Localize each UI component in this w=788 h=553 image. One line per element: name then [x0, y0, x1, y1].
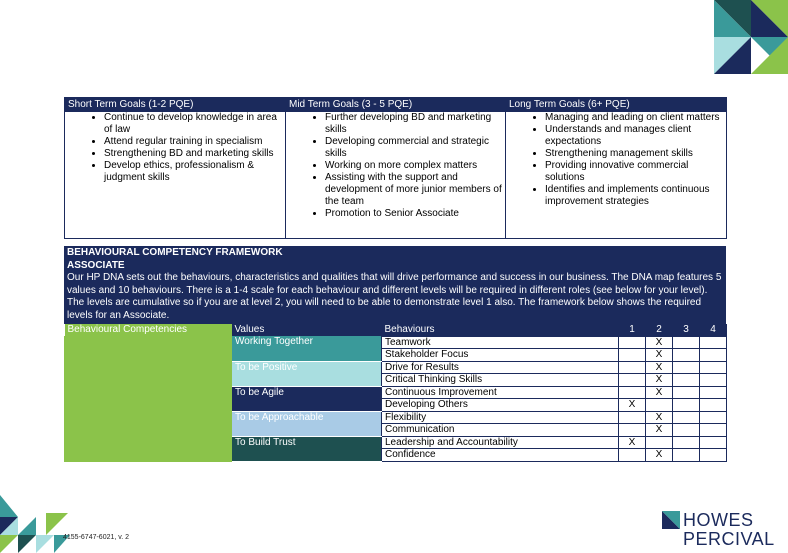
- mid-term-goals-header: Mid Term Goals (3 - 5 PQE): [286, 98, 506, 112]
- level-4-cell: [700, 349, 727, 362]
- level-4-cell: [700, 361, 727, 374]
- level-2-cell: [646, 399, 673, 412]
- list-item: • Managing and leading on client matters: [545, 112, 723, 124]
- level-1-cell: [619, 411, 646, 424]
- level-4-cell: [700, 386, 727, 399]
- level-2-cell: X: [646, 361, 673, 374]
- table-row: [65, 336, 727, 349]
- behaviour-cell: Continuous Improvement: [382, 386, 619, 399]
- long-term-goals-header: Long Term Goals (6+ PQE): [506, 98, 727, 112]
- level-3-header: 3: [673, 324, 700, 336]
- framework-header-row: [65, 324, 727, 336]
- behaviour-cell: Confidence: [382, 449, 619, 462]
- howes-percival-logo: [662, 511, 788, 551]
- list-item: • Promotion to Senior Associate: [325, 208, 502, 220]
- logo-text-howes: HOWES: [683, 510, 754, 530]
- goals-header-row: [65, 98, 727, 112]
- logo-text-percival: PERCIVAL: [683, 529, 775, 549]
- goals-table: [64, 97, 727, 239]
- framework-table: [64, 324, 727, 462]
- framework-table-body: [65, 324, 727, 461]
- value-cell: To Build Trust: [232, 436, 382, 461]
- level-1-cell: [619, 374, 646, 387]
- framework-title: BEHAVIOURAL COMPETENCY FRAMEWORK: [67, 247, 283, 258]
- behaviour-cell: Leadership and Accountability: [382, 436, 619, 449]
- level-2-cell: X: [646, 349, 673, 362]
- level-4-cell: [700, 336, 727, 349]
- long-term-goals-list: [509, 112, 723, 208]
- level-3-cell: [673, 411, 700, 424]
- behaviour-cell: Flexibility: [382, 411, 619, 424]
- level-2-header: 2: [646, 324, 673, 336]
- value-cell: Working Together: [232, 336, 382, 361]
- top-right-decoration: [714, 0, 788, 74]
- values-header: Values: [232, 324, 382, 336]
- list-item: • Continue to develop knowledge in area of law: [104, 112, 282, 136]
- level-3-cell: [673, 349, 700, 362]
- short-term-goals-cell: [65, 112, 286, 239]
- behaviours-header: Behaviours: [382, 324, 619, 336]
- list-item: • Assisting with the support and development of more junior members of the team: [325, 172, 502, 208]
- level-1-cell: [619, 386, 646, 399]
- level-3-cell: [673, 374, 700, 387]
- level-2-cell: X: [646, 424, 673, 437]
- list-item: • Further developing BD and marketing skills: [325, 112, 502, 136]
- behaviour-cell: Communication: [382, 424, 619, 437]
- level-4-cell: [700, 411, 727, 424]
- level-1-cell: [619, 361, 646, 374]
- behaviour-cell: Developing Others: [382, 399, 619, 412]
- mid-term-goals-list: [289, 112, 502, 220]
- bottom-left-decoration: [0, 495, 70, 553]
- level-3-cell: [673, 399, 700, 412]
- list-item: • Understands and manages client expectations: [545, 124, 723, 148]
- logo-mark-icon: [662, 511, 680, 529]
- list-item: • Strengthening BD and marketing skills: [104, 148, 282, 160]
- level-3-cell: [673, 436, 700, 449]
- behaviour-cell: Stakeholder Focus: [382, 349, 619, 362]
- behaviour-cell: Critical Thinking Skills: [382, 374, 619, 387]
- list-item: • Providing innovative commercial solutions: [545, 160, 723, 184]
- framework-header: [64, 246, 726, 324]
- level-3-cell: [673, 361, 700, 374]
- level-4-cell: [700, 449, 727, 462]
- short-term-goals-list: [68, 112, 282, 184]
- list-item: • Strengthening management skills: [545, 148, 723, 160]
- list-item: • Developing commercial and strategic skills: [325, 136, 502, 160]
- list-item: • Identifies and implements continuous improvement strategies: [545, 184, 723, 208]
- behaviour-cell: Teamwork: [382, 336, 619, 349]
- level-3-cell: [673, 424, 700, 437]
- level-1-cell: [619, 336, 646, 349]
- level-3-cell: [673, 336, 700, 349]
- competencies-cell: [65, 336, 232, 461]
- short-term-goals-header: Short Term Goals (1-2 PQE): [65, 98, 286, 112]
- framework-subtitle: ASSOCIATE: [67, 259, 125, 271]
- level-4-cell: [700, 374, 727, 387]
- list-item: • Develop ethics, professionalism & judgment skills: [104, 160, 282, 184]
- level-1-cell: [619, 424, 646, 437]
- level-2-cell: X: [646, 411, 673, 424]
- value-cell: To be Agile: [232, 386, 382, 411]
- level-1-cell: [619, 349, 646, 362]
- behaviour-cell: Drive for Results: [382, 361, 619, 374]
- list-item: • Attend regular training in specialism: [104, 136, 282, 148]
- document-reference: 4155-6747-6021, v. 2: [63, 534, 130, 541]
- competency-framework: [64, 246, 726, 462]
- level-2-cell: [646, 436, 673, 449]
- level-3-cell: [673, 386, 700, 399]
- level-2-cell: X: [646, 386, 673, 399]
- competencies-header: Behavioural Competencies: [65, 324, 232, 336]
- level-1-header: 1: [619, 324, 646, 336]
- framework-description: Our HP DNA sets out the behaviours, characteristics and qualities that will drive performance and success in our business. The DNA map features 5 values and 10 behaviours. There is a 1-4 scale for each behaviour and different levels will be required in different roles (see below for your level). The levels are cumulative so if you are at level 2, you will need to be able to demonstrate level 1 also. The framework below shows the required levels for an Associate.: [67, 272, 722, 321]
- level-1-cell: [619, 449, 646, 462]
- value-cell: To be Positive: [232, 361, 382, 386]
- level-1-cell: X: [619, 399, 646, 412]
- level-2-cell: X: [646, 336, 673, 349]
- level-2-cell: X: [646, 449, 673, 462]
- level-1-cell: X: [619, 436, 646, 449]
- long-term-goals-cell: [506, 112, 727, 239]
- level-4-cell: [700, 436, 727, 449]
- list-item: • Working on more complex matters: [325, 160, 502, 172]
- value-cell: To be Approachable: [232, 411, 382, 436]
- level-4-header: 4: [700, 324, 727, 336]
- mid-term-goals-cell: [286, 112, 506, 239]
- level-2-cell: X: [646, 374, 673, 387]
- level-3-cell: [673, 449, 700, 462]
- goals-body-row: [65, 112, 727, 239]
- level-4-cell: [700, 424, 727, 437]
- level-4-cell: [700, 399, 727, 412]
